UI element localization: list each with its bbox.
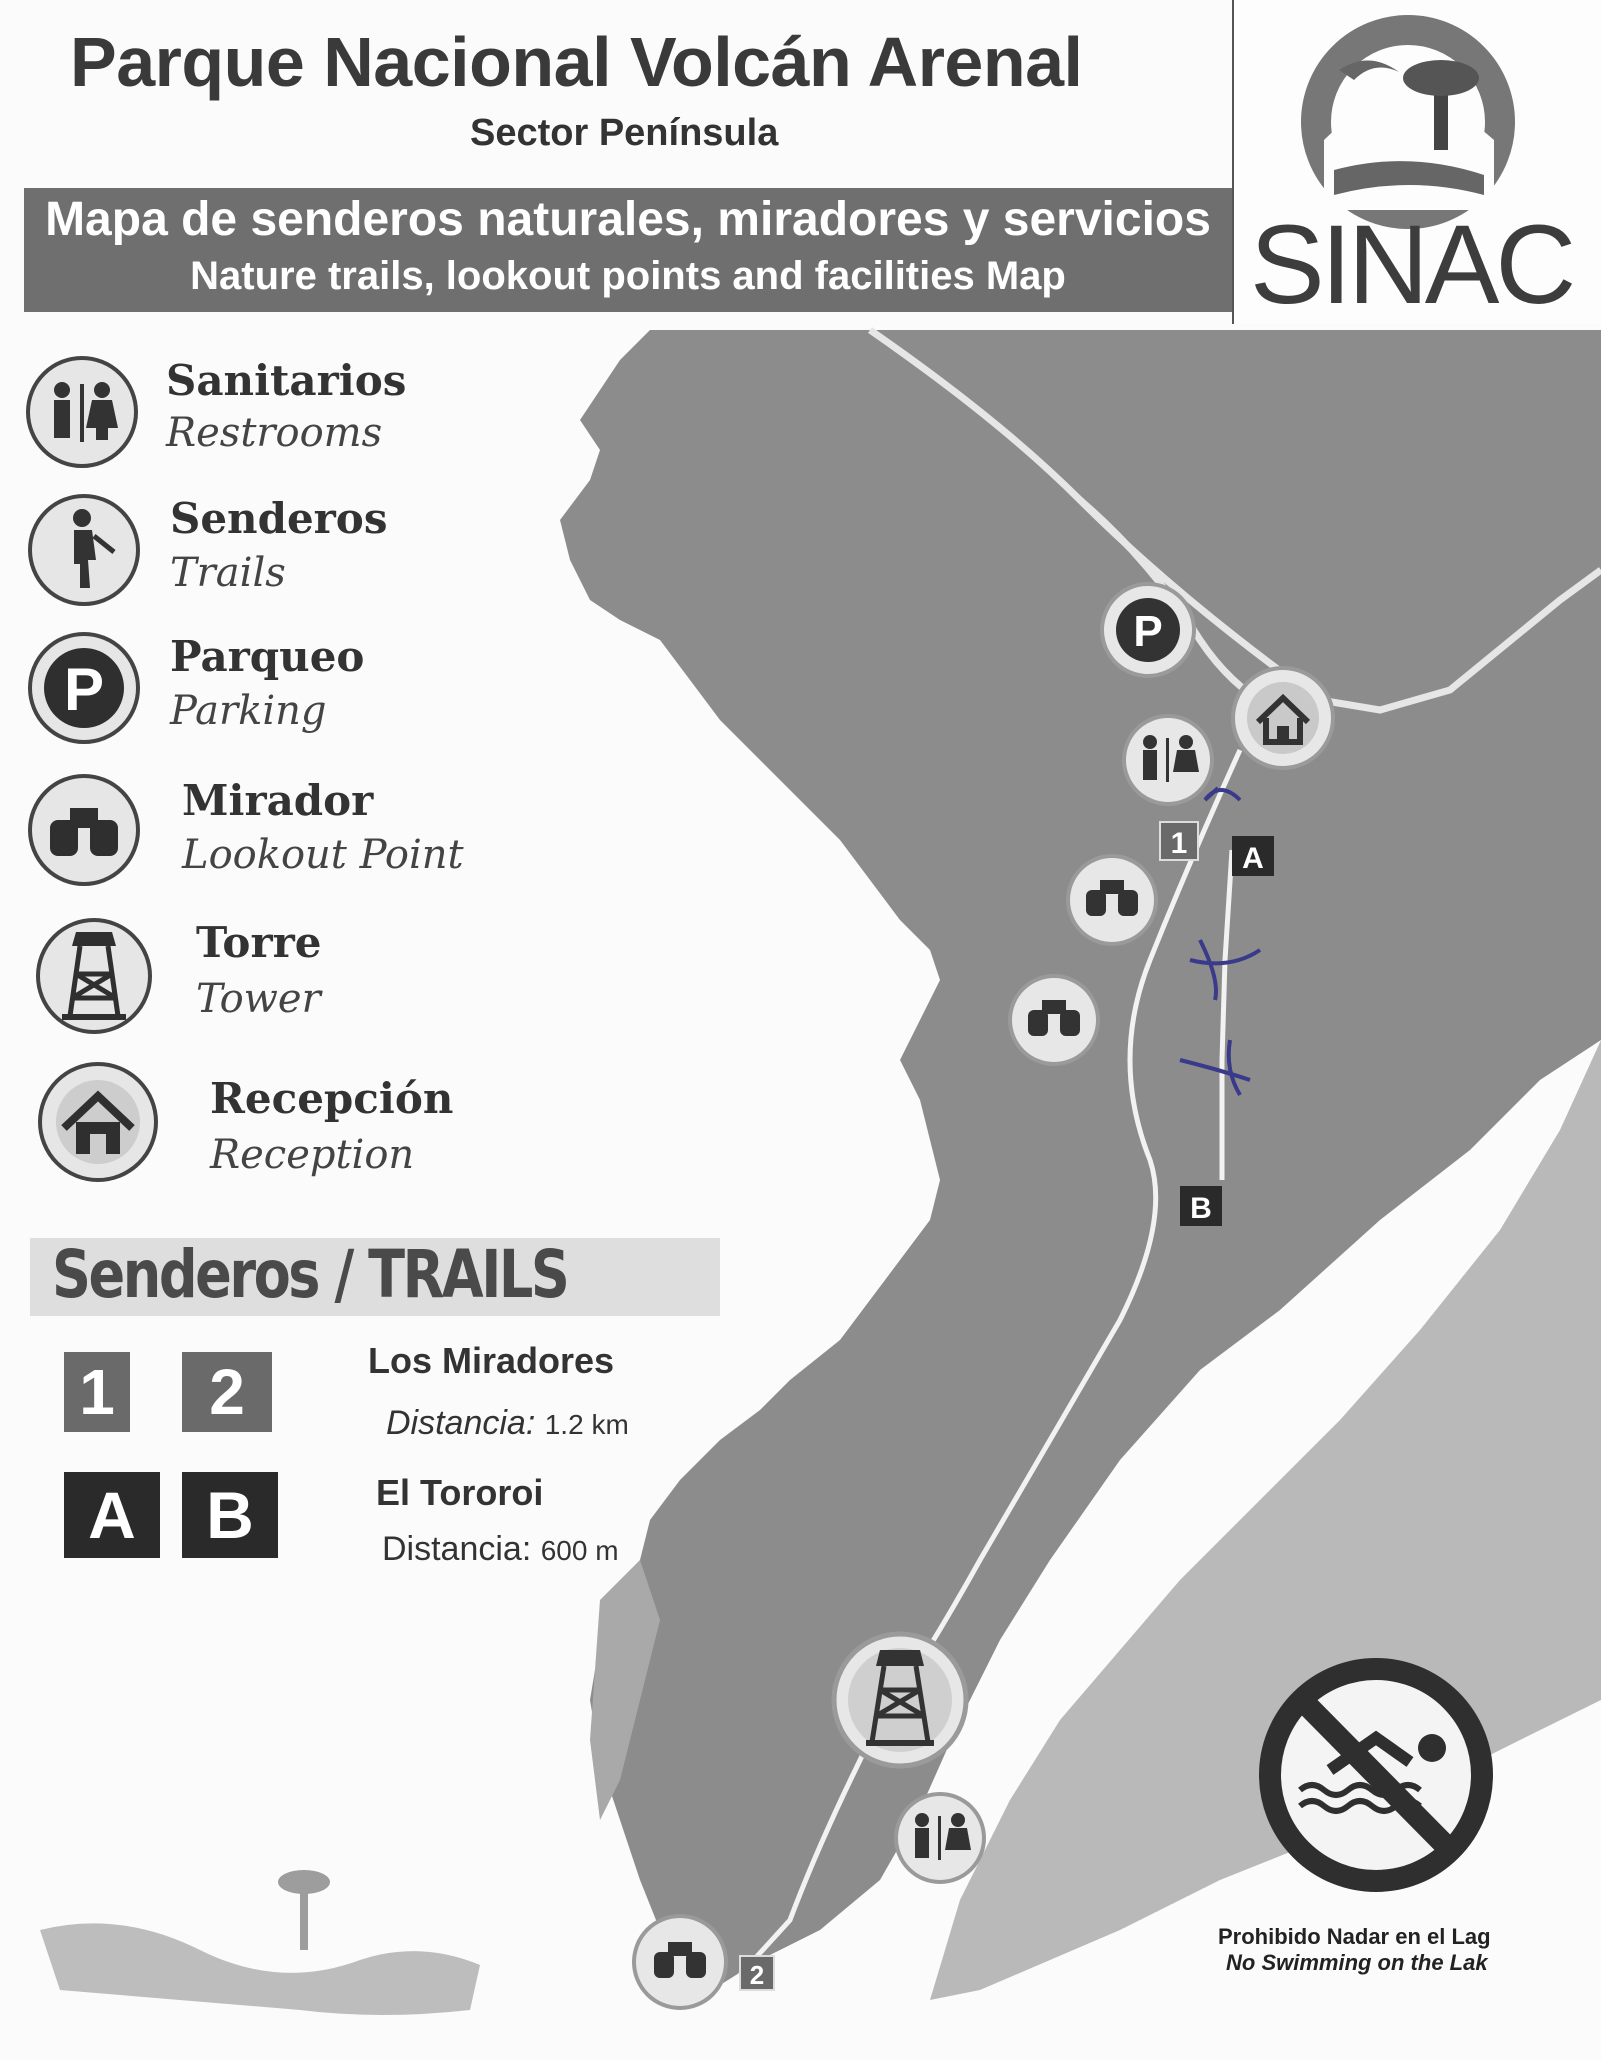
legend-house-icon (26, 1058, 164, 1196)
trail-badge-b: B (182, 1472, 278, 1558)
map-title: Parque Nacional Volcán Arenal (70, 23, 1083, 101)
no-swimming-text-en: No Swimming on the Lak (1226, 1950, 1488, 1975)
marker-2-label: 2 (749, 1960, 765, 1990)
map-marker-b[interactable] (1180, 1186, 1222, 1226)
legend-tower-icon (22, 912, 160, 1050)
legend-lookout-es: Mirador (182, 776, 374, 825)
map-lookout-icon[interactable] (1068, 856, 1156, 944)
no-swimming-text-es: Prohibido Nadar en el Lag (1218, 1924, 1491, 1949)
legend-binoculars-icon (22, 768, 160, 906)
trail-badge-2: 2 (182, 1352, 272, 1432)
legend-restroom-icon (22, 346, 160, 484)
trails-heading (30, 1238, 720, 1316)
map-restroom-icon[interactable] (1124, 716, 1212, 804)
title-banner (24, 188, 1232, 312)
distance-label: Distancia: (386, 1404, 536, 1442)
map-parking-icon[interactable] (1102, 584, 1194, 676)
legend-parking-en: Parking (170, 688, 327, 734)
banner-spanish: Mapa de senderos naturales, miradores y servicios (45, 193, 1211, 246)
map-restroom-icon[interactable] (896, 1794, 984, 1882)
trail-badge-a: A (64, 1472, 160, 1558)
trail-distance-los-miradores (386, 1404, 629, 1443)
map-marker-a[interactable] (1232, 836, 1274, 876)
trail-distance-el-tororoi (382, 1530, 619, 1569)
no-swimming-icon (1270, 1669, 1482, 1881)
trail-name-el-tororoi: El Tororoi (376, 1472, 544, 1513)
decorative-landscape-icon (40, 1870, 480, 2015)
distance-value: 1.2 km (544, 1409, 629, 1440)
legend-tower-es: Torre (196, 918, 322, 967)
distance-label: Distancia: (382, 1530, 532, 1568)
banner-english: Nature trails, lookout points and facilities Map (190, 254, 1066, 298)
legend-trails-es: Senderos (170, 494, 388, 543)
map-lookout-icon[interactable] (634, 1916, 726, 2008)
sinac-logo-text: SINAC (1250, 202, 1573, 327)
legend-trails-en: Trails (170, 550, 286, 596)
marker-1-label: 1 (1170, 827, 1188, 860)
legend-reception-es: Recepción (210, 1074, 454, 1123)
map-lookout-icon[interactable] (1010, 976, 1098, 1064)
legend-restroom-es: Sanitarios (166, 356, 407, 405)
trails-heading-text: Senderos / TRAILS (52, 1236, 568, 1313)
map-subtitle: Sector Península (470, 112, 779, 154)
map-tower-icon[interactable] (834, 1634, 966, 1766)
parking-letter: P (1133, 607, 1163, 656)
marker-a-label: A (1242, 842, 1264, 875)
map-marker-2[interactable] (740, 1956, 774, 1990)
legend-parking-icon (22, 626, 160, 764)
svg-text:P: P (63, 656, 105, 723)
trail-name-los-miradores: Los Miradores (368, 1340, 615, 1381)
trail-badge-1: 1 (64, 1352, 130, 1432)
legend-restroom-en: Restrooms (166, 410, 383, 456)
map-marker-1[interactable] (1160, 822, 1198, 860)
map-reception-icon[interactable] (1233, 668, 1333, 768)
legend-lookout-en: Lookout Point (182, 832, 464, 878)
legend-hiker-icon (22, 486, 160, 624)
distance-value: 600 m (540, 1535, 619, 1566)
legend-reception-en: Reception (210, 1132, 415, 1178)
marker-b-label: B (1190, 1192, 1212, 1225)
legend-tower-en: Tower (196, 976, 321, 1022)
legend-parking-es: Parqueo (170, 632, 365, 681)
